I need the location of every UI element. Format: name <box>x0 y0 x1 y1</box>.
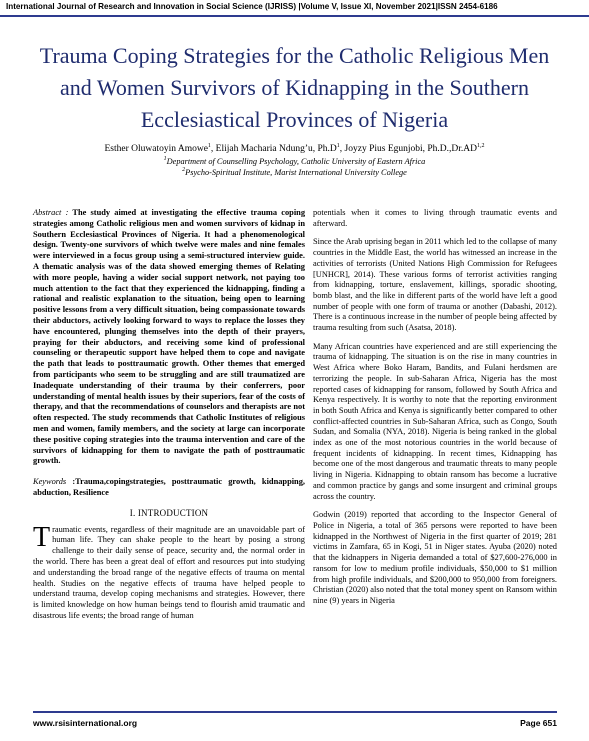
affiliation-sup: 2 <box>182 167 186 174</box>
keywords-label: Keywords <box>33 477 67 487</box>
author-sup: 1,2 <box>477 142 485 149</box>
affiliation-text: Psycho-Spiritual Institute, Marist International University College <box>185 168 407 177</box>
abstract <box>33 208 305 467</box>
introduction-text: raumatic events, regardless of their magnitude are an unavoidable part of human life. They can shake people to the heart by posing a strong challenge to their daily sense of peace, security and, the normal order in the world. There has been a great deal of effort and resources put into studying and understanding the broad range of the negative effects of trauma on mental health. Studies on the negative effects of trauma have helped people to understand trauma, develop coping mechanisms and strategies. However, there is limited knowledge on how human beings tend to flourish amid traumatic and disastrous life events; the broad range of human <box>33 524 305 620</box>
body-paragraph: Since the Arab uprising began in 2011 which led to the collapse of many countries in the Middle East, the world has witnessed an increase in the activities of terrorists (United Nations High Commission for Refugees [UNHCR], 2014). These various forms of terrorist activities ranging from kidnapping, torture, enslavement, killings, sporadic shooting, bomb blast, and the like in different parts of the world have left a good number of people with one form of trauma or another (Dabashi, 2012). There is a continuous increase in the number of people being affected by trauma resulting from such (Asatsa, 2018). <box>313 237 557 333</box>
author-name: Elijah Macharia Ndung’u, Ph.D <box>215 144 337 154</box>
section-heading-introduction: I. INTRODUCTION <box>129 507 209 518</box>
author-name: Joyzy Pius Egunjobi, Ph.D.,Dr.AD <box>344 144 478 154</box>
author-sup: 1 <box>336 142 340 149</box>
abstract-text: The study aimed at investigating the effective trauma coping strategies among Catholic religious men and women survivors of kidnap in Southern Ecclesiastical Provinces of Nigeria. It had a phenomenological design. Twenty-one survivors of which twelve were males and nine females were interviewed in a focus group using a semi-structured interview guide. A thematic analysis was of the data showed emerging themes of Relating with more people, having a wider social support network, not paying too much attention to the fact that they experienced the kidnapping, finding a rational and realistic explanation to the situation, being open to learning positive lessons from a very difficult situation, being compassionate towards their abductors, actively looking forward to ways to replace the losses they have encountered, plunging themselves into the depth of their prayers, praying for their abductors, and receiving some kind of professional counseling or therapeutic support have helped them to cope and navigate the path that leads to posttraumatic growth. Other themes that emerged from participants who seem to be struggling and are still traumatized are Inadequate understanding of their trauma by their conferrers, poor understanding of mental health issues by their superiors, fear of the costs of therapy, and that the recommendations of counselors and therapists are not often respected. The study recommends that Catholic Institutes of religious men and women, family members, and the society at large can incorporate these positive coping strategies into the trauma intervention and care of the survivors of kidnapping for them to navigate the path of posttraumatic growth. <box>33 208 306 466</box>
drop-cap: T <box>33 521 51 553</box>
affiliation <box>30 156 559 167</box>
page-number: Page 651 <box>520 718 557 728</box>
body-paragraph: potentials when it comes to living through traumatic events and afterward. <box>313 208 557 228</box>
footer-website-link[interactable]: www.rsisinternational.org <box>33 718 138 728</box>
paper-title: Trauma Coping Strategies for the Catholic Religious Men and Women Survivors of Kidnapping in the Southern Ecclesiastical Provinces of Nigeria <box>39 43 550 132</box>
author-name: Esther Oluwatoyin Amowe <box>104 144 208 154</box>
left-column <box>33 208 305 622</box>
keywords-text: :Trauma,copingstrategies, posttraumatic growth, kidnapping, abduction, Resilience <box>33 477 305 497</box>
body-paragraph: Many African countries have experienced and are still experiencing the trauma of kidnapping. The situation is on the rise in many countries in West Africa where Boko Haram, Bandits, and Fulani herdsmen are terrorizing the people. In sub-Saharan Africa, Nigeria has the most reported cases of kidnapping for ransom, followed by South Africa and Kenya respectively. It is worthy to note that the reporting environment in both South Africa and Kenya is significantly better compared to other conflict-affected countries in Sub-Saharan Africa, such as Congo, South Sudan, and Somalia (NYA, 2018). Nigeria is being ranked in the global index as one of the most notorious countries in the world because of frequent incidents of kidnapping. In recent times, Kidnapping has become one of the most dangerous and traumatic threats to many people living in Nigeria. Kidnapping to obtain ransom has become a lucrative and common practice by gangs and some insurgent and criminal groups across the country. <box>313 341 557 501</box>
right-column <box>313 208 557 615</box>
journal-header: International Journal of Research and Innovation in Social Science (IJRISS) |Volume V, Issue XI, November 2021|ISSN 2454-6186 <box>6 2 498 11</box>
author-sup: 1 <box>207 142 211 149</box>
footer-rule <box>33 711 557 713</box>
introduction-paragraph <box>33 521 305 622</box>
author-line: Esther Oluwatoyin Amowe$^1$, Elijah Macharia Ndung’u, $Ph.D^1$, Joyzy Pius Egunjobi, Ph.D.,Dr.AD$^{1,2}$ <box>104 142 485 154</box>
header-rule <box>0 15 589 17</box>
affiliation-text: Department of Counselling Psychology, Catholic University of Eastern Africa <box>166 157 426 166</box>
body-paragraph: Godwin (2019) reported that according to the Inspector General of Police in Nigeria, a total of 365 persons were reported to have been kidnapped in the Northwest of Nigeria in the first quarter of 2019; 281 victims in Zamfara, 65 in Kogi, 51 in Niger states. Ayuba (2020) noted that the kidnappers in Nigeria demanded a total of $27,600-276,000 in ransom for low to medium profile individuals, $50,000 to $1 million from high profile individuals, and $200,000 to 950,000 from foreigners. Christian (2020) also noted that the total money spent on Ransom within nine (9) years in Nigeria <box>313 510 557 605</box>
affiliation-sup: 1 <box>163 156 167 163</box>
affiliation <box>30 167 559 178</box>
abstract-label: Abstract : <box>33 208 69 217</box>
keywords <box>33 477 305 499</box>
